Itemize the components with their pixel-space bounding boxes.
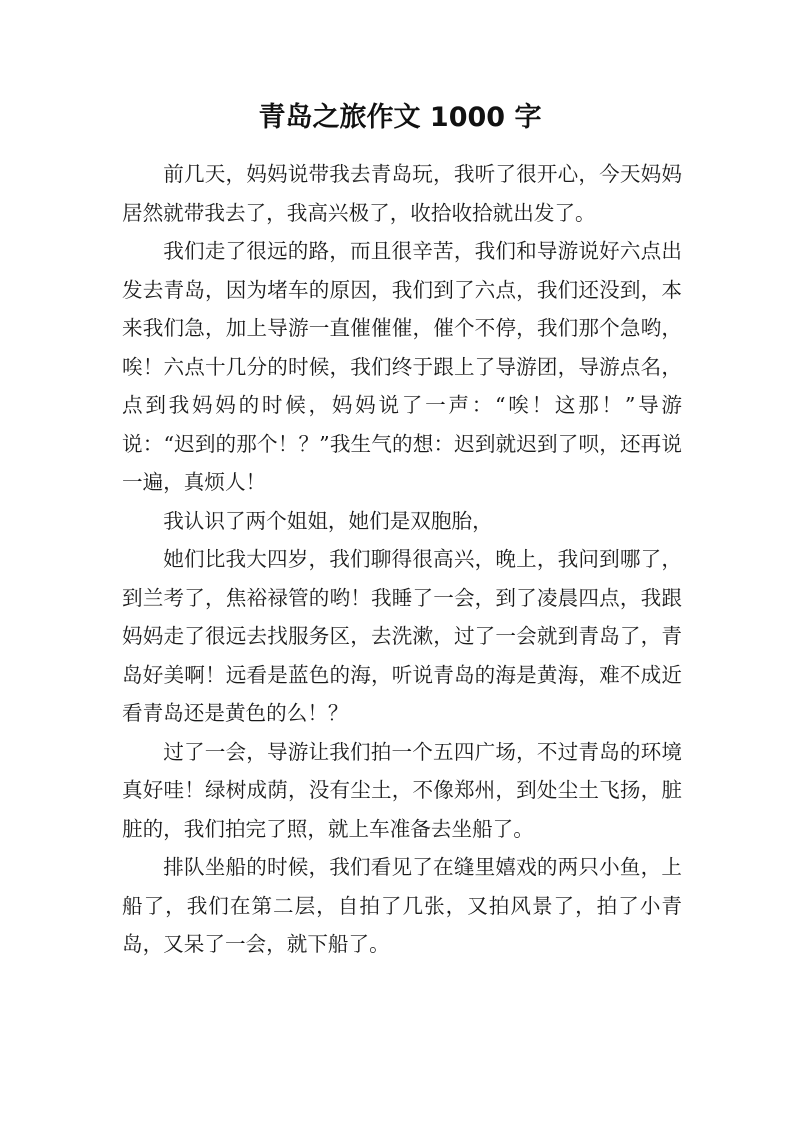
- paragraph: 我认识了两个姐姐，她们是双胞胎，: [163, 508, 493, 533]
- paragraph: 前几天，妈妈说带我去青岛玩，我听了很开心，今天妈妈居然就带我去了，我高兴极了，收拾收拾就出发了。: [122, 162, 682, 225]
- document-title: 青岛之旅作文 1000 字: [258, 102, 542, 133]
- paragraph: 排队坐船的时候，我们看见了在缝里嬉戏的两只小鱼，上船了，我们在第二层，自拍了几张，又拍风景了，拍了小青岛，又呆了一会，就下船了。: [122, 855, 682, 956]
- paragraph: 她们比我大四岁，我们聊得很高兴，晚上，我问到哪了，到兰考了，焦裕禄管的哟！我睡了一会，到了凌晨四点，我跟妈妈走了很远去找服务区，去洗漱，过了一会就到青岛了，青岛好美啊！远看是蓝色的海，听说青岛的海是黄海，难不成近看青岛还是黄色的么！？: [122, 547, 682, 725]
- document-body: [122, 155, 682, 964]
- paragraph: 过了一会，导游让我们拍一个五四广场，不过青岛的环境真好哇！绿树成荫，没有尘土，不像郑州，到处尘土飞扬，脏脏的，我们拍完了照，就上车准备去坐船了。: [122, 739, 682, 841]
- paragraph: 我们走了很远的路，而且很辛苦，我们和导游说好六点出发去青岛，因为堵车的原因，我们到了六点，我们还没到，本来我们急，加上导游一直催催催，催个不停，我们那个急哟，唉！六点十几分的时候，我们终于跟上了导游团，导游点名，点到我妈妈的时候，妈妈说了一声：“唉！这那！”导游说：“迟到的那个！？”我生气的想：迟到就迟到了呗，还再说一遍，真烦人！: [122, 239, 682, 494]
